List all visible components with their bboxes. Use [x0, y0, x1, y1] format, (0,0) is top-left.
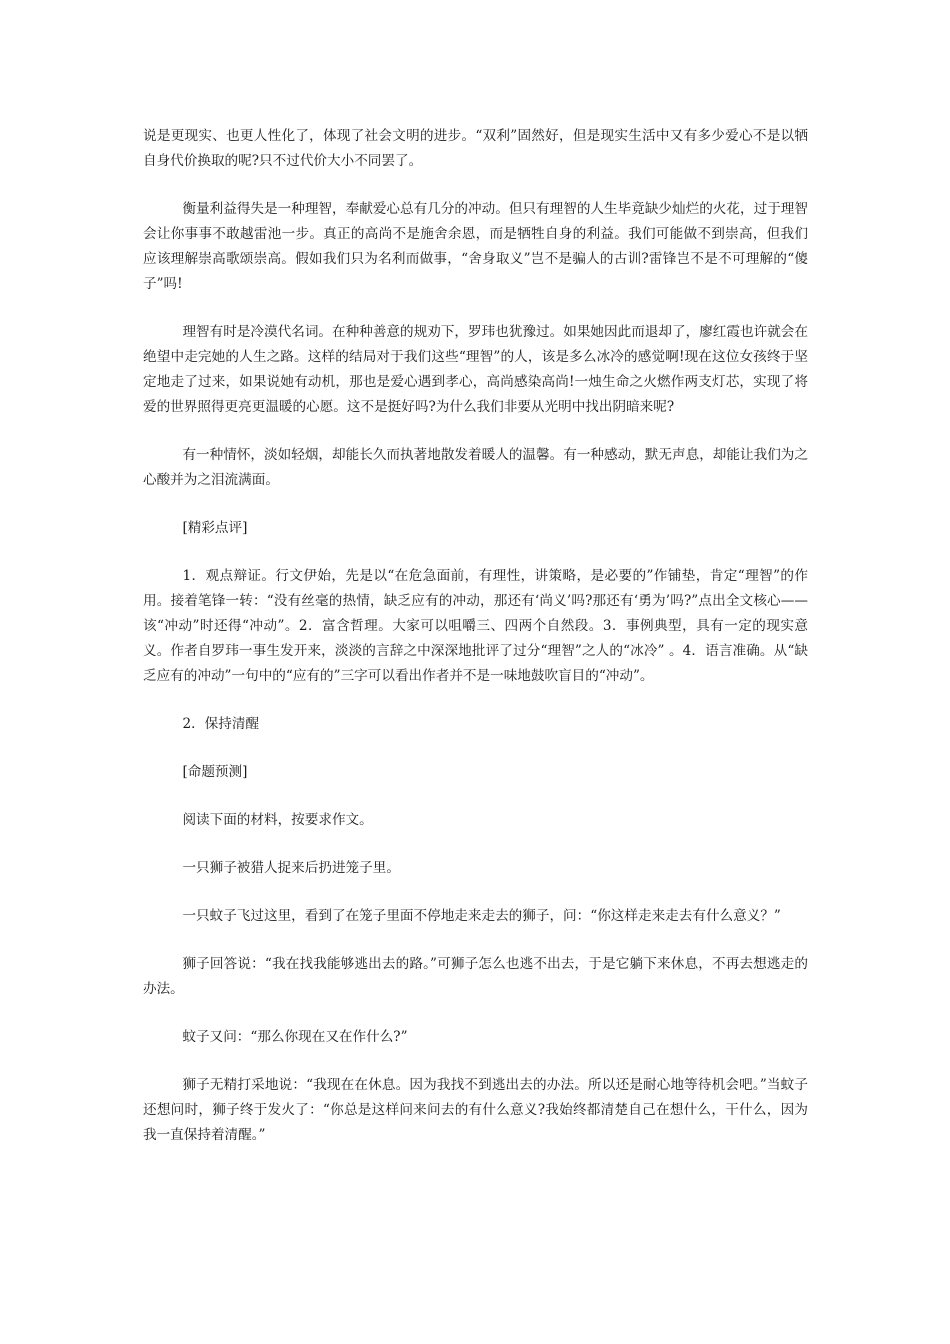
paragraph-story-3: 狮子回答说：“我在找我能够逃出去的路。”可狮子怎么也逃不出去，于是它躺下来休息，不再去想逃走的办法。: [143, 956, 808, 997]
paragraph-story-1: 一只狮子被猎人捉来后扔进笼子里。: [182, 860, 400, 876]
document-page: [143, 124, 808, 1171]
paragraph-story-4: 蚊子又问：“那么你现在又在作什么?”: [182, 1029, 408, 1045]
paragraph-instruction: 阅读下面的材料，按要求作文。: [182, 812, 373, 828]
paragraph-reason-vs-passion: 衡量利益得失是一种理智，奉献爱心总有几分的冲动。但只有理智的人生毕竟缺少灿烂的火花，过于理智会让你事事不敢越雷池一步。真正的高尚不是施舍余恩，而是牺牲自身的利益。我们可能做不到崇高，但我们应该理解崇高歌颂崇高。假如我们只为名利而做事，“舍身取义”岂不是骗人的古训?雷锋岂不是不可理解的“傻子”吗!: [143, 201, 808, 292]
paragraph-continuation: 说是更现实、也更人性化了，体现了社会文明的进步。“双利”固然好，但是现实生活中又有多少爱心不是以牺自身代价换取的呢?只不过代价大小不同罢了。: [143, 128, 808, 169]
section-heading-prediction: [命题预测]: [182, 764, 248, 780]
paragraph-commentary: 1．观点辩证。行文伊始，先是以“在危急面前，有理性，讲策略，是必要的”作铺垫，肯定“理智”的作用。接着笔锋一转：“没有丝毫的热情，缺乏应有的冲动，那还有‘尚义’吗?那还有‘勇为’吗?”点出全文核心——该“冲动”时还得“冲动”。2．富含哲理。大家可以咀嚼三、四两个自然段。3．事例典型，具有一定的现实意义。作者自罗玮一事生发开来，淡淡的言辞之中深深地批评了过分“理智”之人的“冰冷” 。4．语言准确。从“缺乏应有的冲动”一句中的“应有的”三字可以看出作者并不是一味地鼓吹盲目的“冲动”。: [143, 568, 808, 684]
section-heading-commentary: [精彩点评]: [182, 520, 248, 536]
paragraph-reason-coldness: 理智有时是冷漠代名词。在种种善意的规劝下，罗玮也犹豫过。如果她因此而退却了，廖红霞也许就会在绝望中走完她的人生之路。这样的结局对于我们这些“理智”的人，该是多么冰冷的感觉啊!现在这位女孩终于坚定地走了过来，如果说她有动机，那也是爱心遇到孝心，高尚感染高尚!一烛生命之火燃作两支灯芯，实现了将爱的世界照得更亮更温暖的心愿。这不是挺好吗?为什么我们非要从光明中找出阴暗来呢?: [143, 324, 808, 415]
section-heading-topic-2: 2．保持清醒: [182, 716, 260, 732]
paragraph-closing: 有一种情怀，淡如轻烟，却能长久而执著地散发着暖人的温馨。有一种感动，默无声息，却能让我们为之心酸并为之泪流满面。: [143, 447, 808, 488]
paragraph-story-2: 一只蚊子飞过这里，看到了在笼子里面不停地走来走去的狮子，问：“你这样走来走去有什么意义？”: [182, 908, 781, 924]
paragraph-story-5: 狮子无精打采地说：“我现在在休息。因为我找不到逃出去的办法。所以还是耐心地等待机会吧。”当蚊子还想问时，狮子终于发火了：“你总是这样问来问去的有什么意义?我始终都清楚自己在想什么，干什么，因为我一直保持着清醒。”: [143, 1077, 808, 1143]
